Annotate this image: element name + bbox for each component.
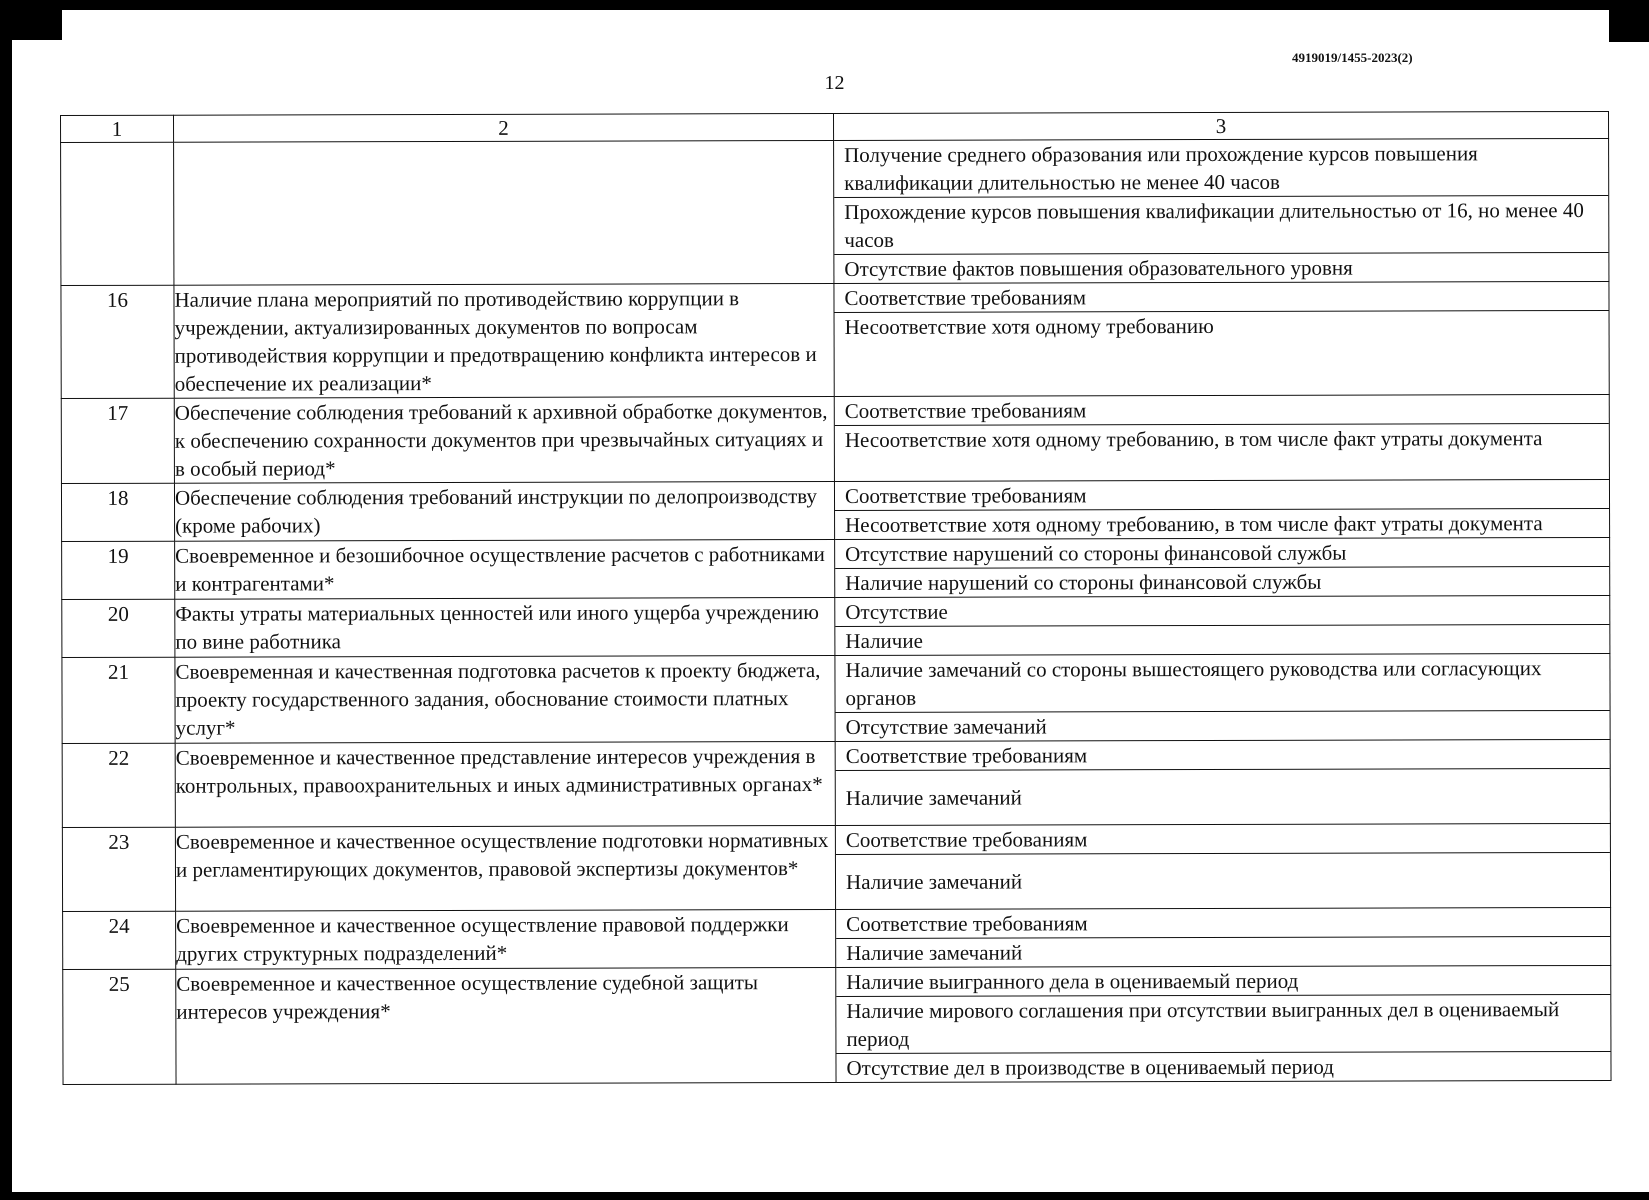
table-row xyxy=(62,739,1610,827)
option: Отсутствие нарушений со стороны финансовой службы xyxy=(845,540,1347,566)
option: Наличие замечаний xyxy=(836,936,1610,967)
table-header-row xyxy=(61,111,1609,142)
option: Несоответствие хотя одному требованию, в том числе факт утраты документа xyxy=(835,423,1609,454)
criteria-table xyxy=(60,111,1612,1085)
option: Наличие замечаний xyxy=(836,768,1610,825)
column-header-2: 2 xyxy=(174,113,834,142)
row-criterion: Обеспечение соблюдения требований инструкции по делопроизводству (кроме рабочих) xyxy=(174,481,834,541)
row-options xyxy=(835,595,1610,655)
option: Соответствие требованиям xyxy=(845,827,1088,852)
row-options xyxy=(835,739,1610,825)
row-number: 20 xyxy=(62,599,175,657)
option: Несоответствие хотя одному требованию xyxy=(835,310,1609,395)
row-criterion: Своевременное и качественное осуществление подготовки нормативных и регламентирующих документов, правовой экспертизы документов* xyxy=(175,825,835,911)
table-row xyxy=(61,138,1609,285)
row-criterion: Своевременное и безошибочное осуществление расчетов с работниками и контрагентами* xyxy=(175,539,835,599)
table-row xyxy=(61,394,1609,483)
row-options xyxy=(834,479,1609,539)
row-criterion: Своевременное и качественное представление интересов учреждения в контрольных, правоохранительных и иных административных органах* xyxy=(175,741,835,827)
page-number: 12 xyxy=(824,72,845,94)
table-row xyxy=(61,281,1609,398)
option: Наличие нарушений со стороны финансовой службы xyxy=(835,566,1609,597)
row-criterion: Своевременная и качественная подготовка расчетов к проекту бюджета, проекту государственного задания, обоснование стоимости платных услуг* xyxy=(175,655,835,743)
row-criterion: Своевременное и качественное осуществление судебной защиты интересов учреждения* xyxy=(176,967,836,1084)
table-row xyxy=(61,479,1609,541)
option: Наличие выигранного дела в оцениваемый период xyxy=(846,968,1299,994)
option: Отсутствие дел в производстве в оцениваемый период xyxy=(836,1051,1610,1082)
row-criterion: Своевременное и качественное осуществление правовой поддержки других структурных подразделений* xyxy=(176,909,836,969)
scan-border-top xyxy=(0,0,1649,10)
option: Получение среднего образования или прохождение курсов повышения квалификации длительностью не менее 40 часов xyxy=(844,141,1478,195)
row-number: 17 xyxy=(61,398,174,483)
row-options xyxy=(834,281,1609,396)
option: Отсутствие xyxy=(845,599,948,624)
row-number: 22 xyxy=(62,743,175,827)
option: Соответствие требованиям xyxy=(845,743,1088,768)
row-options xyxy=(834,138,1609,283)
row-options xyxy=(835,653,1610,741)
table-row xyxy=(62,653,1610,743)
row-options xyxy=(836,965,1611,1082)
row-number xyxy=(61,142,174,285)
option: Соответствие требованиям xyxy=(844,285,1087,310)
row-number: 25 xyxy=(63,969,176,1084)
column-header-1: 1 xyxy=(61,115,174,142)
row-number: 18 xyxy=(61,483,174,541)
document-number: 4919019/1455-2023(2) xyxy=(1292,50,1413,65)
table-row xyxy=(62,537,1610,599)
row-number: 23 xyxy=(62,827,175,911)
table-row xyxy=(63,965,1611,1084)
row-number: 21 xyxy=(62,657,175,743)
column-header-3: 3 xyxy=(833,111,1608,140)
option: Наличие замечаний со стороны вышестоящего руководства или согласующих органов xyxy=(845,656,1542,710)
option: Соответствие требованиям xyxy=(844,398,1087,423)
table-row xyxy=(63,907,1611,969)
scan-border-top-right xyxy=(1609,0,1649,42)
option: Соответствие требованиям xyxy=(844,483,1087,508)
table-row xyxy=(62,595,1610,657)
row-criterion: Наличие плана мероприятий по противодействию коррупции в учреждении, актуализированных документов по вопросам противодействия коррупции и предотвращению конфликта интересов и обеспечение их реализации* xyxy=(174,283,834,398)
scan-border-bottom xyxy=(0,1192,1649,1200)
row-criterion xyxy=(174,140,834,285)
row-criterion: Факты утраты материальных ценностей или иного ущерба учреждению по вине работника xyxy=(175,597,835,657)
option: Прохождение курсов повышения квалификации длительностью от 16, но менее 40 часов xyxy=(834,195,1608,254)
row-options xyxy=(835,823,1610,909)
option: Наличие мирового соглашения при отсутствии выигранных дел в оцениваемый период xyxy=(836,994,1610,1053)
row-criterion: Обеспечение соблюдения требований к архивной обработке документов, к обеспечению сохранности документов при чрезвычайных ситуациях и в особый период* xyxy=(174,396,834,483)
row-number: 16 xyxy=(61,285,174,398)
option: Отсутствие фактов повышения образовательного уровня xyxy=(834,252,1608,283)
option: Наличие замечаний xyxy=(836,852,1610,909)
row-options xyxy=(835,537,1610,597)
row-number: 19 xyxy=(62,541,175,599)
option: Несоответствие хотя одному требованию, в том числе факт утраты документа xyxy=(835,508,1609,539)
row-options xyxy=(836,907,1611,967)
scan-border-left xyxy=(0,0,12,1200)
table-row xyxy=(62,823,1610,911)
option: Соответствие требованиям xyxy=(846,911,1088,936)
option: Отсутствие замечаний xyxy=(836,710,1610,741)
option: Наличие xyxy=(835,624,1609,655)
row-number: 24 xyxy=(63,911,176,969)
row-options xyxy=(834,394,1609,481)
